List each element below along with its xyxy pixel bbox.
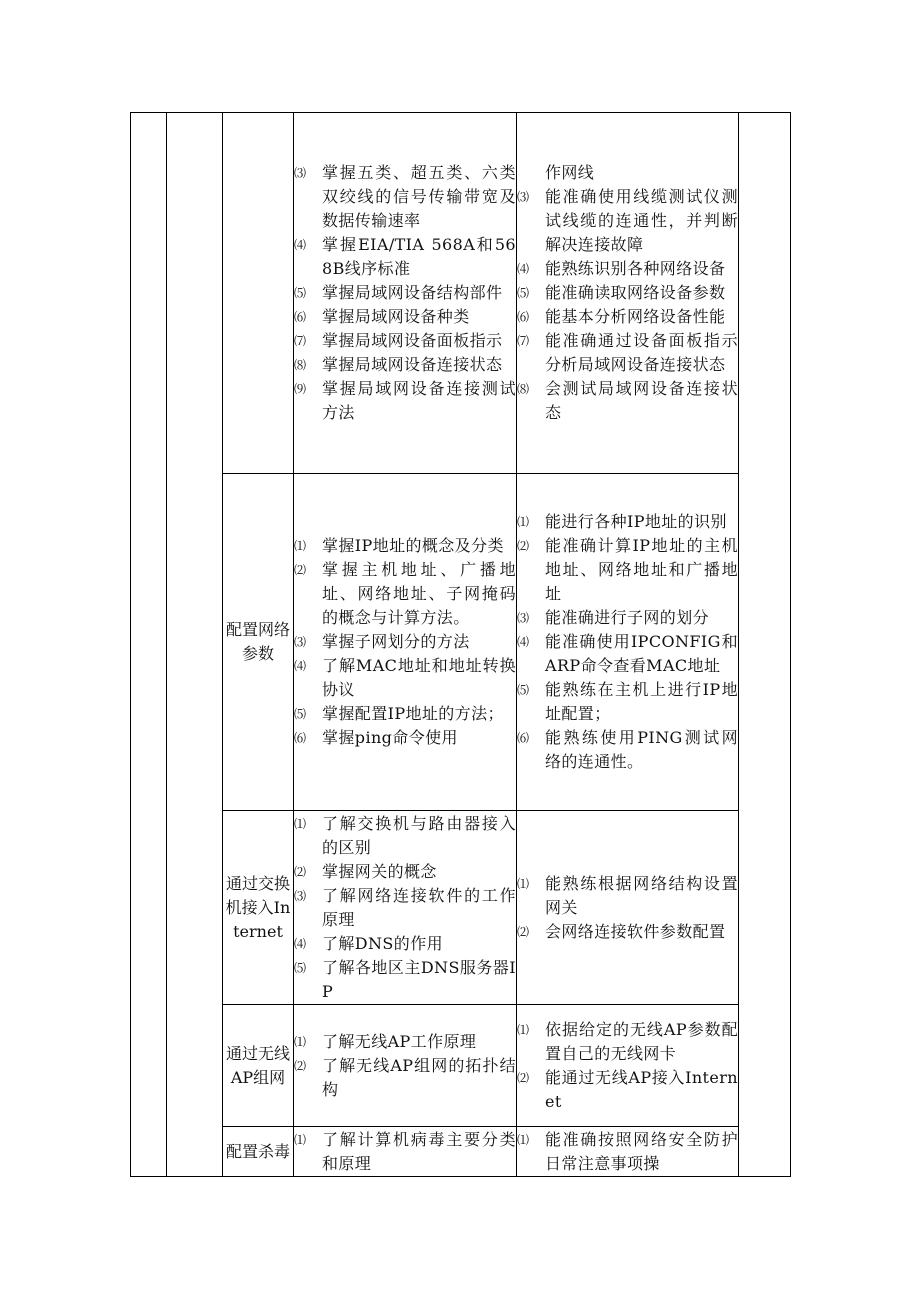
skill-cell [517, 1005, 739, 1127]
list-item: ⑴ 能熟练根据网络结构设置网关 [517, 873, 738, 917]
knowledge-cell [294, 811, 517, 1005]
list-item: ⑻ 会测试局域网设备连接状态 [517, 379, 738, 422]
skill-cell [517, 113, 739, 474]
list-item: ⑺ 掌握局域网设备面板指示 [294, 331, 503, 350]
knowledge-cell [294, 1005, 517, 1127]
list-item: ⑶ 能准确进行子网的划分 [517, 608, 710, 627]
list-item: ⑵ 了解无线AP组网的拓扑结构 [294, 1055, 516, 1099]
curriculum-table [130, 112, 791, 1177]
table-row [131, 113, 791, 474]
list-item: ⑵ 掌握网关的概念 [294, 861, 437, 881]
list-item: ⑼ 掌握局域网设备连接测试方法 [294, 379, 516, 422]
list-item: ⑷ 了解DNS的作用 [294, 933, 443, 953]
list-item: ⑴ 了解交换机与路由器接入的区别 [294, 813, 516, 857]
list-item: ⑴ 了解计算机病毒主要分类和原理 [294, 1129, 516, 1173]
list-item: ⑴ 依据给定的无线AP参数配置自己的无线网卡 [517, 1019, 738, 1063]
list-item: ⑸ 了解各地区主DNS服务器IP [294, 957, 516, 1001]
knowledge-cell [294, 113, 517, 474]
remarks-cell [739, 113, 791, 1177]
list-item: ⑺ 能准确通过设备面板指示分析局域网设备连接状态 [517, 331, 738, 374]
list-item: ⑷ 能熟练识别各种网络设备 [517, 259, 726, 278]
list-item: ⑹ 能基本分析网络设备性能 [517, 307, 726, 326]
table-row [131, 1005, 791, 1127]
list-item: ⑸ 掌握配置IP地址的方法； [294, 704, 504, 723]
knowledge-cell [294, 474, 517, 811]
list-item: ⑴ 掌握IP地址的概念及分类 [294, 536, 504, 555]
table-row [131, 474, 791, 811]
list-item: ⑴ 能进行各种IP地址的识别 [517, 512, 727, 531]
list-item: ⑸ 掌握局域网设备结构部件 [294, 283, 503, 302]
knowledge-cell [294, 1127, 517, 1177]
module-cell [131, 113, 167, 1177]
list-item: ⑵ 能准确计算IP地址的主机地址、网络地址和广播地址 [517, 536, 738, 603]
list-item: ⑸ 能准确读取网络设备参数 [517, 283, 726, 302]
list-item: ⑵ 能通过无线AP接入Internet [517, 1067, 738, 1111]
list-item: ⑹ 能熟练使用PING测试网络的连通性。 [517, 728, 738, 771]
skill-cell [517, 1127, 739, 1177]
topic-cell [223, 113, 294, 474]
list-item: ⑴ 能准确按照网络安全防护日常注意事项操 [517, 1129, 738, 1173]
project-cell [167, 113, 223, 1177]
table-row [131, 1127, 791, 1177]
list-item: ⑶ 掌握子网划分的方法 [294, 632, 470, 651]
list-item: ⑵ 掌握主机地址、广播地址、网络地址、子网掩码的概念与计算方法。 [294, 560, 516, 627]
list-item: ⑷ 了解MAC地址和地址转换协议 [294, 656, 516, 699]
skill-cell [517, 811, 739, 1005]
list-item: ⑷ 掌握EIA/TIA 568A和568B线序标准 [294, 235, 516, 278]
list-item: ⑹ 掌握局域网设备种类 [294, 307, 470, 326]
list-item: ⑶ 掌握五类、超五类、六类双绞线的信号传输带宽及数据传输速率 [294, 163, 516, 230]
skill-cell [517, 474, 739, 811]
list-item: ⑵ 会网络连接软件参数配置 [517, 921, 726, 941]
skill-continuation: 作网线 [545, 163, 595, 182]
list-item: ⑹ 掌握ping命令使用 [294, 728, 458, 747]
list-item: ⑶ 能准确使用线缆测试仪测试线缆的连通性，并判断解决连接故障 [517, 187, 738, 254]
list-item: ⑷ 能准确使用IPCONFIG和ARP命令查看MAC地址 [517, 632, 738, 675]
list-item: ⑻ 掌握局域网设备连接状态 [294, 355, 503, 374]
topic-cell: 配置网络参数 [223, 474, 294, 811]
topic-cell: 配置杀毒 [223, 1127, 294, 1177]
list-item: ⑴ 了解无线AP工作原理 [294, 1031, 477, 1051]
topic-cell: 通过无线AP组网 [223, 1005, 294, 1127]
topic-cell: 通过交换机接入Internet [223, 811, 294, 1005]
table-row [131, 811, 791, 1005]
list-item: ⑸ 能熟练在主机上进行IP地址配置； [517, 680, 738, 723]
list-item: ⑶ 了解网络连接软件的工作原理 [294, 885, 516, 929]
